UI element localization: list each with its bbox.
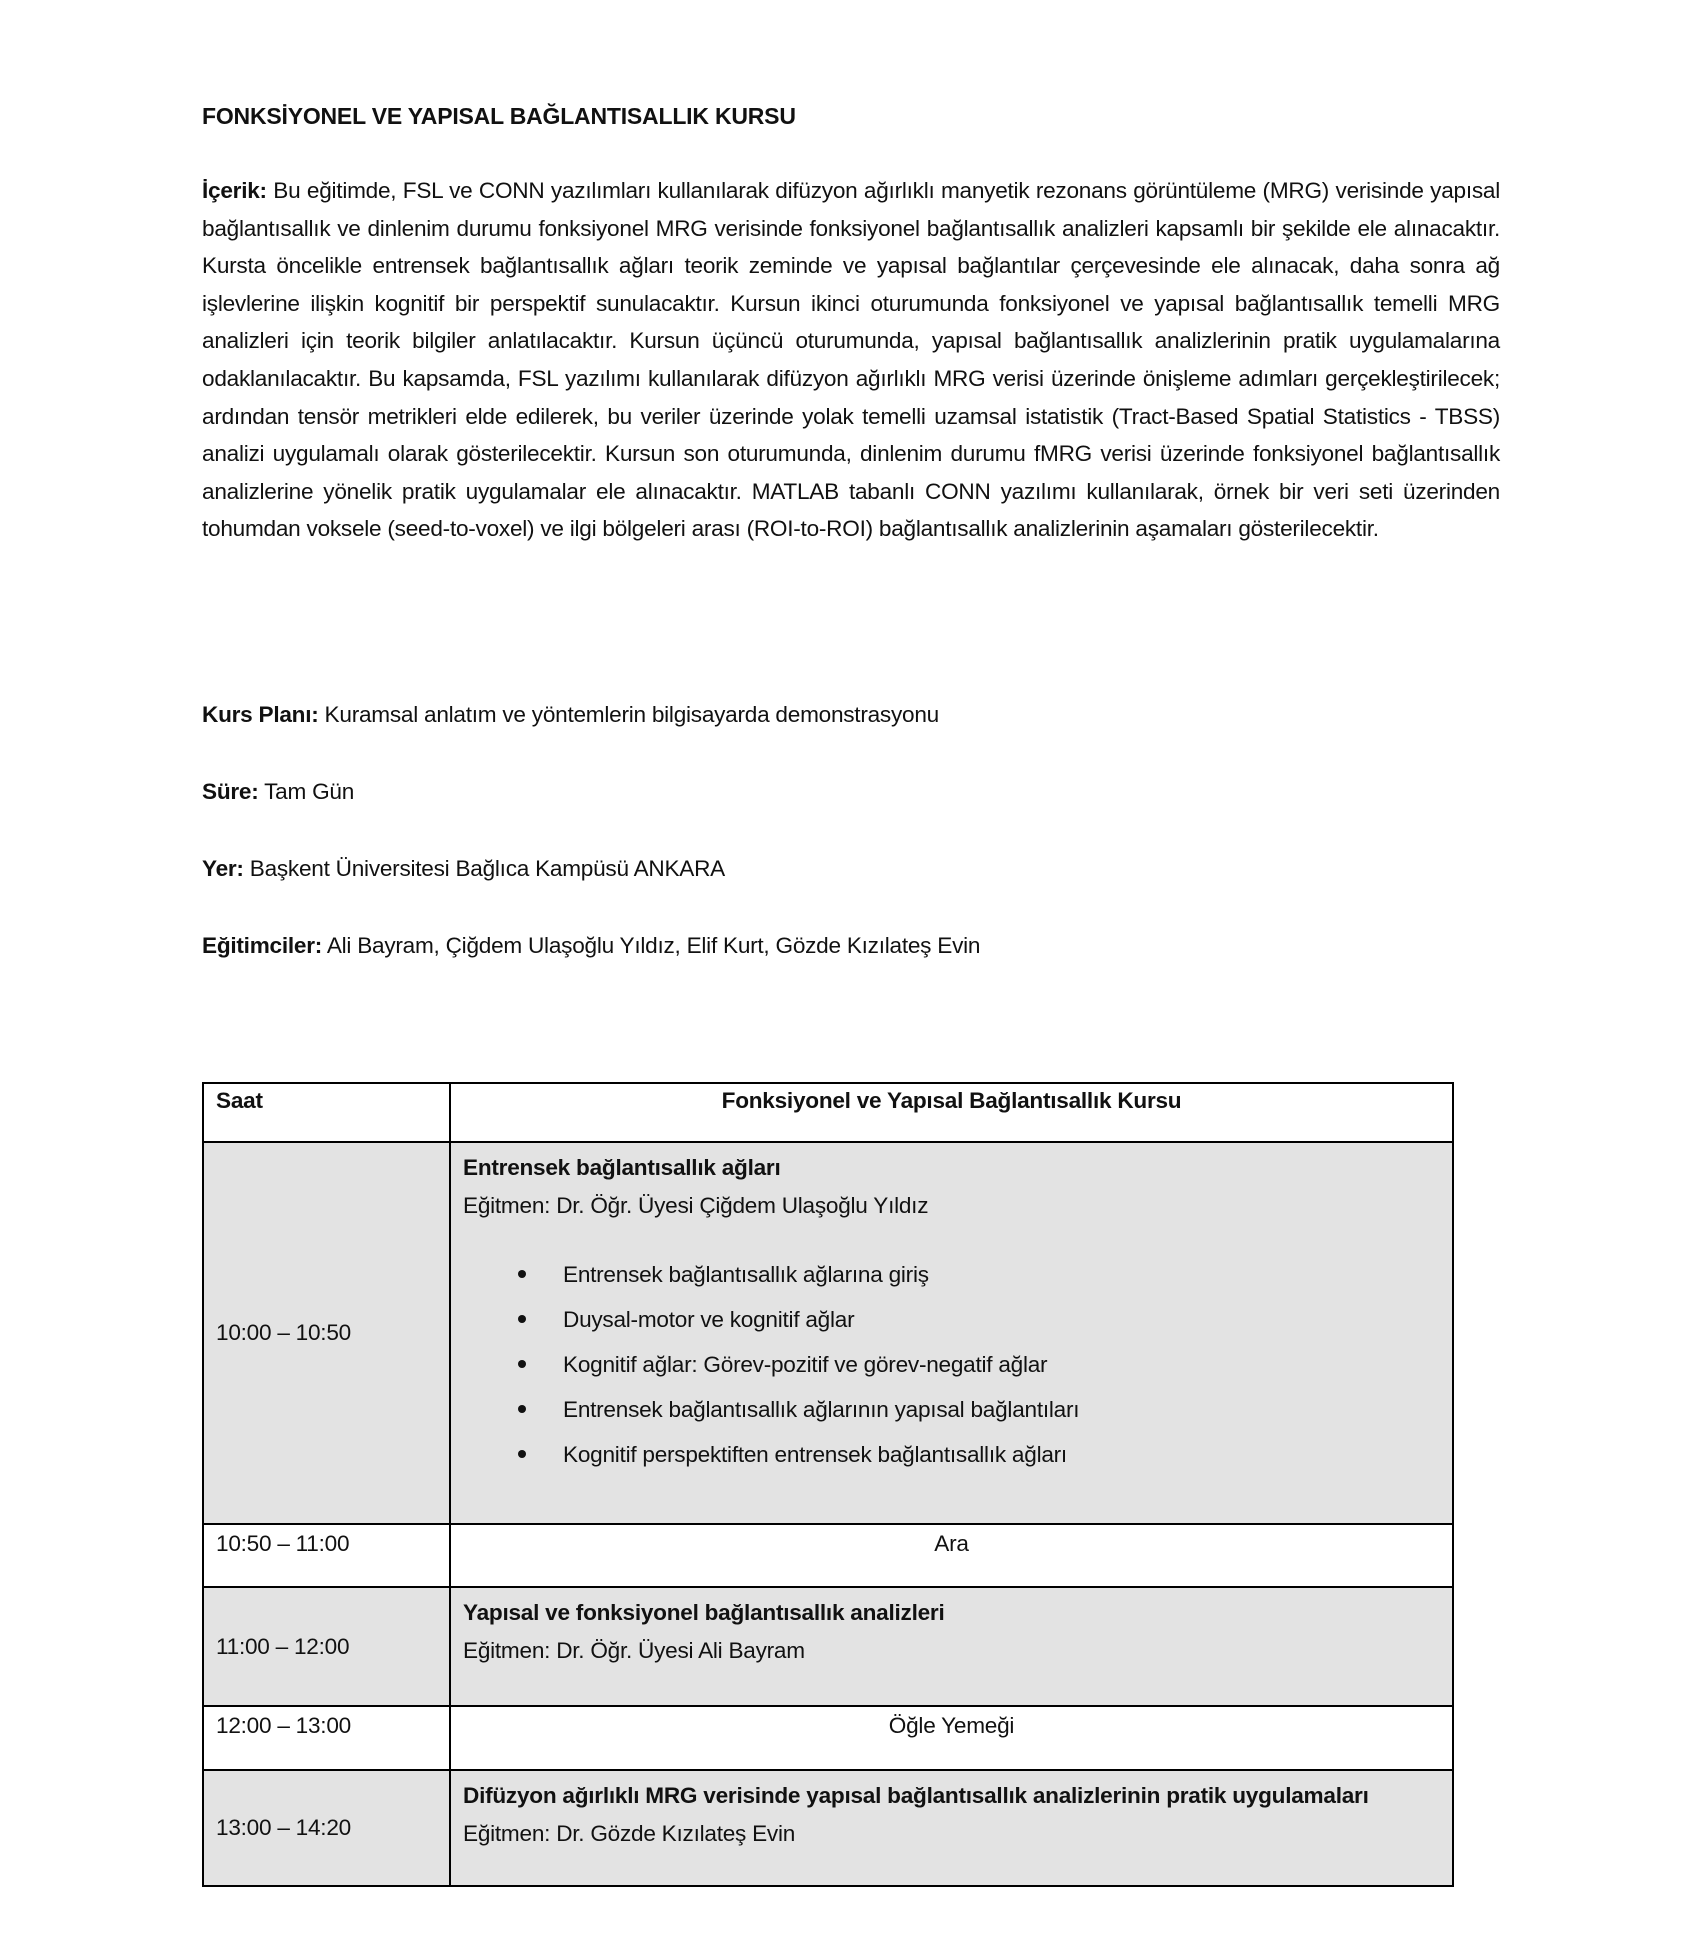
row-time: 10:00 – 10:50	[203, 1142, 450, 1524]
row-time: 13:00 – 14:20	[203, 1770, 450, 1886]
table-row	[203, 1142, 1453, 1524]
trainers-value: Ali Bayram, Çiğdem Ulaşoğlu Yıldız, Elif Kurt, Gözde Kızılateş Evin	[322, 933, 981, 958]
table-row	[203, 1770, 1453, 1886]
duration-label: Süre:	[202, 779, 259, 804]
row-session	[450, 1142, 1453, 1524]
duration	[202, 779, 354, 805]
topic-text: Entrensek bağlantısallık ağlarının yapısal bağlantıları	[563, 1397, 1080, 1422]
document-title: FONKSİYONEL VE YAPISAL BAĞLANTISALLIK KURSU	[202, 103, 796, 129]
location-value: Başkent Üniversitesi Bağlıca Kampüsü ANKARA	[243, 856, 725, 881]
course-plan-value: Kuramsal anlatım ve yöntemlerin bilgisayarda demonstrasyonu	[318, 702, 939, 727]
schedule-table	[202, 1082, 1454, 1887]
trainers	[202, 933, 980, 959]
header-course: Fonksiyonel ve Yapısal Bağlantısallık Kursu	[450, 1083, 1453, 1142]
bullet-icon	[518, 1450, 526, 1458]
topic-item	[463, 1252, 1440, 1297]
topic-text: Duysal-motor ve kognitif ağlar	[563, 1307, 855, 1332]
bullet-icon	[518, 1315, 526, 1323]
row-session	[450, 1770, 1453, 1886]
session-trainer: Eğitmen: Dr. Gözde Kızılateş Evin	[463, 1820, 796, 1846]
content-paragraph	[202, 172, 1500, 548]
course-plan	[202, 702, 939, 728]
row-time: 10:50 – 11:00	[203, 1524, 450, 1587]
trainers-label: Eğitimciler:	[202, 933, 323, 958]
row-time: 12:00 – 13:00	[203, 1706, 450, 1770]
table-row	[203, 1524, 1453, 1587]
table-header-row	[203, 1083, 1453, 1142]
session-trainer: Eğitmen: Dr. Öğr. Üyesi Ali Bayram	[463, 1637, 805, 1663]
content-text: Bu eğitimde, FSL ve CONN yazılımları kullanılarak difüzyon ağırlıklı manyetik rezonans görüntüleme (MRG) verisinde yapısal bağlantısallık ve dinlenim durumu fonksiyonel MRG verisinde fonksiyonel bağlantısallık analizleri kapsamlı bir şekilde ele alınacaktır. Kursta öncelikle entrensek bağlantısallık ağları teorik zeminde ve yapısal bağlantılar çerçevesinde ele alınacak, daha sonra ağ işlevlerine ilişkin kognitif bir perspektif sunulacaktır. Kursun ikinci oturumunda fonksiyonel ve yapısal bağlantısallık temelli MRG analizleri için teorik bilgiler anlatılacaktır. Kursun üçüncü oturumunda, yapısal bağlantısallık analizlerinin pratik uygulamalarına odaklanılacaktır. Bu kapsamda, FSL yazılımı kullanılarak difüzyon ağırlıklı MRG verisi üzerinde önişleme adımları gerçekleştirilecek; ardından tensör metrikleri elde edilerek, bu veriler üzerinde yolak temelli uzamsal istatistik (Tract-Based Spatial Statistics - TBSS) analizi uygulamalı olarak gösterilecektir. Kursun son oturumunda, dinlenim durumu fMRG verisi üzerinde fonksiyonel bağlantısallık analizlerine yönelik pratik uygulamalar ele alınacaktır. MATLAB tabanlı CONN yazılımı kullanılarak, örnek bir veri seti üzerinden tohumdan voksele (seed-to-voxel) ve ilgi bölgeleri arası (ROI-to-ROI) bağlantısallık analizlerinin aşamaları gösterilecektir.	[202, 178, 1500, 542]
topic-item	[463, 1297, 1440, 1342]
bullet-icon	[518, 1405, 526, 1413]
topic-text: Entrensek bağlantısallık ağlarına giriş	[563, 1262, 929, 1287]
topic-text: Kognitif ağlar: Görev-pozitif ve görev-negatif ağlar	[563, 1352, 1048, 1377]
table-row	[203, 1587, 1453, 1706]
row-time: 11:00 – 12:00	[203, 1587, 450, 1706]
location	[202, 856, 725, 882]
topic-item	[463, 1387, 1440, 1432]
topic-list	[463, 1252, 1440, 1477]
session-title: Difüzyon ağırlıklı MRG verisinde yapısal bağlantısallık analizlerinin pratik uygulamaları	[463, 1783, 1369, 1808]
session-title: Yapısal ve fonksiyonel bağlantısallık analizleri	[463, 1600, 945, 1625]
lunch-label: Öğle Yemeği	[450, 1706, 1453, 1770]
bullet-icon	[518, 1270, 526, 1278]
topic-item	[463, 1342, 1440, 1387]
bullet-icon	[518, 1360, 526, 1368]
table-row	[203, 1706, 1453, 1770]
course-plan-label: Kurs Planı:	[202, 702, 319, 727]
break-label: Ara	[450, 1524, 1453, 1587]
topic-text: Kognitif perspektiften entrensek bağlantısallık ağları	[563, 1442, 1067, 1467]
duration-value: Tam Gün	[258, 779, 355, 804]
session-title: Entrensek bağlantısallık ağları	[463, 1155, 781, 1180]
row-session	[450, 1587, 1453, 1706]
topic-item	[463, 1432, 1440, 1477]
location-label: Yer:	[202, 856, 244, 881]
content-label: İçerik:	[202, 178, 267, 203]
session-trainer: Eğitmen: Dr. Öğr. Üyesi Çiğdem Ulaşoğlu Yıldız	[463, 1192, 929, 1218]
header-time: Saat	[203, 1083, 450, 1142]
